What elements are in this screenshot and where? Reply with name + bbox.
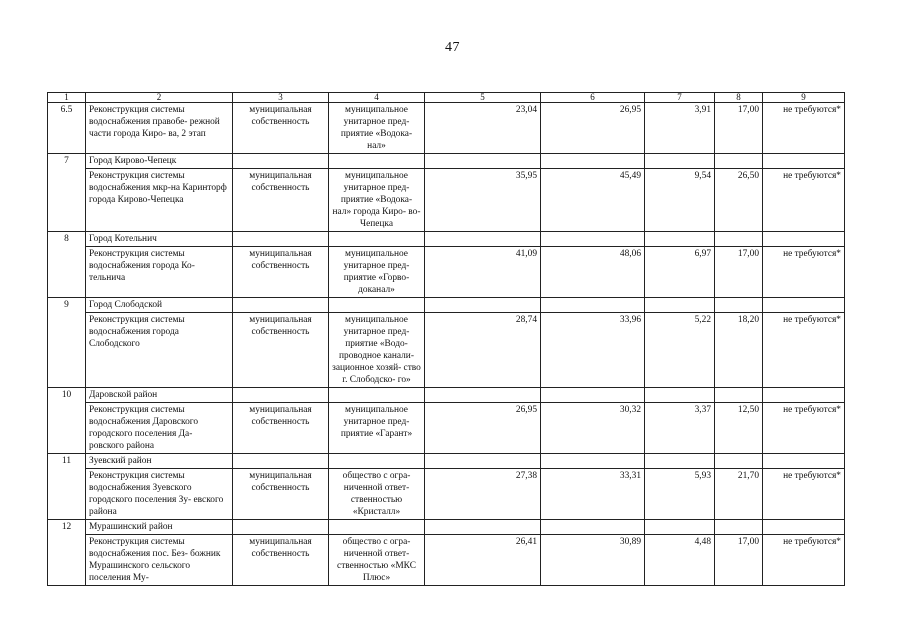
header-cell: 7 (645, 93, 715, 103)
empty-cell (233, 154, 329, 169)
operator-cell: общество с огра- ниченной ответ- ственностью «Кристалл» (329, 469, 425, 520)
ownership-cell: муниципальная собственность (233, 313, 329, 388)
value-cell: 17,00 (715, 535, 763, 586)
section-row (48, 520, 845, 535)
value-cell: 23,04 (425, 103, 541, 154)
section-title: Мурашинский район (86, 520, 233, 535)
table-row (48, 313, 845, 388)
operator-cell: муниципальное унитарное пред- приятие «Водо- проводное канали- зационное хозяй- ство г. Слободско- го» (329, 313, 425, 388)
row-number: 11 (48, 454, 86, 520)
empty-cell (763, 232, 845, 247)
operator-cell: муниципальное унитарное пред- приятие «Водока- нал» (329, 103, 425, 154)
note-cell: не требуются* (763, 169, 845, 232)
table-row (48, 535, 845, 586)
project-description: Реконструкция системы водоснабжения города Ко- тельнича (86, 247, 233, 298)
note-cell: не требуются* (763, 103, 845, 154)
empty-cell (541, 154, 645, 169)
value-cell: 5,22 (645, 313, 715, 388)
value-cell: 4,48 (645, 535, 715, 586)
value-cell: 41,09 (425, 247, 541, 298)
operator-cell: общество с огра- ниченной ответ- ственностью «МКС Плюс» (329, 535, 425, 586)
project-description: Реконструкция системы водоснабжения Даровского городского поселения Да- ровского района (86, 403, 233, 454)
empty-cell (763, 298, 845, 313)
row-number: 12 (48, 520, 86, 586)
empty-cell (541, 298, 645, 313)
note-cell: не требуются* (763, 247, 845, 298)
project-description: Реконструкция системы водоснабжения города Слободского (86, 313, 233, 388)
value-cell: 26,95 (541, 103, 645, 154)
value-cell: 28,74 (425, 313, 541, 388)
value-cell: 35,95 (425, 169, 541, 232)
empty-cell (645, 298, 715, 313)
project-description: Реконструкция системы водоснабжения пос. Без- божник Мурашинского сельского поселения Му- (86, 535, 233, 586)
empty-cell (541, 454, 645, 469)
value-cell: 3,37 (645, 403, 715, 454)
empty-cell (715, 520, 763, 535)
value-cell: 45,49 (541, 169, 645, 232)
operator-cell: муниципальное унитарное пред- приятие «Гарант» (329, 403, 425, 454)
empty-cell (645, 454, 715, 469)
table-row (48, 247, 845, 298)
note-cell: не требуются* (763, 403, 845, 454)
header-row (48, 93, 845, 103)
section-title: Город Кирово-Чепецк (86, 154, 233, 169)
empty-cell (715, 388, 763, 403)
page-number: 47 (445, 40, 460, 55)
empty-cell (541, 520, 645, 535)
value-cell: 21,70 (715, 469, 763, 520)
note-cell: не требуются* (763, 469, 845, 520)
ownership-cell: муниципальная собственность (233, 247, 329, 298)
empty-cell (329, 388, 425, 403)
table-row (48, 169, 845, 232)
value-cell: 26,95 (425, 403, 541, 454)
table-row (48, 103, 845, 154)
value-cell: 12,50 (715, 403, 763, 454)
value-cell: 3,91 (645, 103, 715, 154)
empty-cell (233, 520, 329, 535)
header-cell: 6 (541, 93, 645, 103)
empty-cell (425, 232, 541, 247)
value-cell: 9,54 (645, 169, 715, 232)
empty-cell (329, 232, 425, 247)
section-row (48, 232, 845, 247)
section-title: Город Слободской (86, 298, 233, 313)
project-description: Реконструкция системы водоснабжения мкр-на Каринторф города Кирово-Чепецка (86, 169, 233, 232)
empty-cell (715, 154, 763, 169)
ownership-cell: муниципальная собственность (233, 103, 329, 154)
header-cell: 2 (86, 93, 233, 103)
empty-cell (425, 154, 541, 169)
header-cell: 4 (329, 93, 425, 103)
header-cell: 5 (425, 93, 541, 103)
empty-cell (541, 232, 645, 247)
empty-cell (329, 454, 425, 469)
empty-cell (425, 454, 541, 469)
empty-cell (425, 388, 541, 403)
ownership-cell: муниципальная собственность (233, 535, 329, 586)
ownership-cell: муниципальная собственность (233, 403, 329, 454)
project-description: Реконструкция системы водоснабжения Зуевского городского поселения Зу- евского района (86, 469, 233, 520)
table-row (48, 403, 845, 454)
empty-cell (329, 154, 425, 169)
row-number: 6.5 (48, 103, 86, 154)
empty-cell (763, 520, 845, 535)
section-row (48, 298, 845, 313)
header-cell: 8 (715, 93, 763, 103)
empty-cell (763, 454, 845, 469)
empty-cell (233, 388, 329, 403)
header-cell: 3 (233, 93, 329, 103)
section-title: Зуевский район (86, 454, 233, 469)
row-number: 8 (48, 232, 86, 298)
note-cell: не требуются* (763, 535, 845, 586)
operator-cell: муниципальное унитарное пред- приятие «Водока- нал» города Киро- во-Чепецка (329, 169, 425, 232)
empty-cell (645, 154, 715, 169)
row-number: 9 (48, 298, 86, 388)
empty-cell (763, 154, 845, 169)
section-row (48, 454, 845, 469)
ownership-cell: муниципальная собственность (233, 469, 329, 520)
value-cell: 17,00 (715, 103, 763, 154)
empty-cell (425, 520, 541, 535)
table-row (48, 469, 845, 520)
row-number: 7 (48, 154, 86, 232)
empty-cell (763, 388, 845, 403)
project-description: Реконструкция системы водоснабжения правобе- режной части города Киро- ва, 2 этап (86, 103, 233, 154)
value-cell: 33,31 (541, 469, 645, 520)
empty-cell (715, 454, 763, 469)
section-row (48, 154, 845, 169)
value-cell: 26,41 (425, 535, 541, 586)
empty-cell (233, 298, 329, 313)
section-title: Даровской район (86, 388, 233, 403)
value-cell: 26,50 (715, 169, 763, 232)
note-cell: не требуются* (763, 313, 845, 388)
value-cell: 48,06 (541, 247, 645, 298)
value-cell: 5,93 (645, 469, 715, 520)
row-number: 10 (48, 388, 86, 454)
section-title: Город Котельнич (86, 232, 233, 247)
header-cell: 1 (48, 93, 86, 103)
empty-cell (425, 298, 541, 313)
empty-cell (233, 454, 329, 469)
ownership-cell: муниципальная собственность (233, 169, 329, 232)
empty-cell (329, 520, 425, 535)
value-cell: 6,97 (645, 247, 715, 298)
value-cell: 27,38 (425, 469, 541, 520)
value-cell: 17,00 (715, 247, 763, 298)
value-cell: 18,20 (715, 313, 763, 388)
value-cell: 33,96 (541, 313, 645, 388)
empty-cell (233, 232, 329, 247)
header-cell: 9 (763, 93, 845, 103)
value-cell: 30,32 (541, 403, 645, 454)
empty-cell (645, 232, 715, 247)
data-table (47, 92, 845, 586)
empty-cell (715, 298, 763, 313)
empty-cell (645, 388, 715, 403)
value-cell: 30,89 (541, 535, 645, 586)
empty-cell (541, 388, 645, 403)
operator-cell: муниципальное унитарное пред- приятие «Горво- доканал» (329, 247, 425, 298)
empty-cell (329, 298, 425, 313)
empty-cell (715, 232, 763, 247)
empty-cell (645, 520, 715, 535)
section-row (48, 388, 845, 403)
